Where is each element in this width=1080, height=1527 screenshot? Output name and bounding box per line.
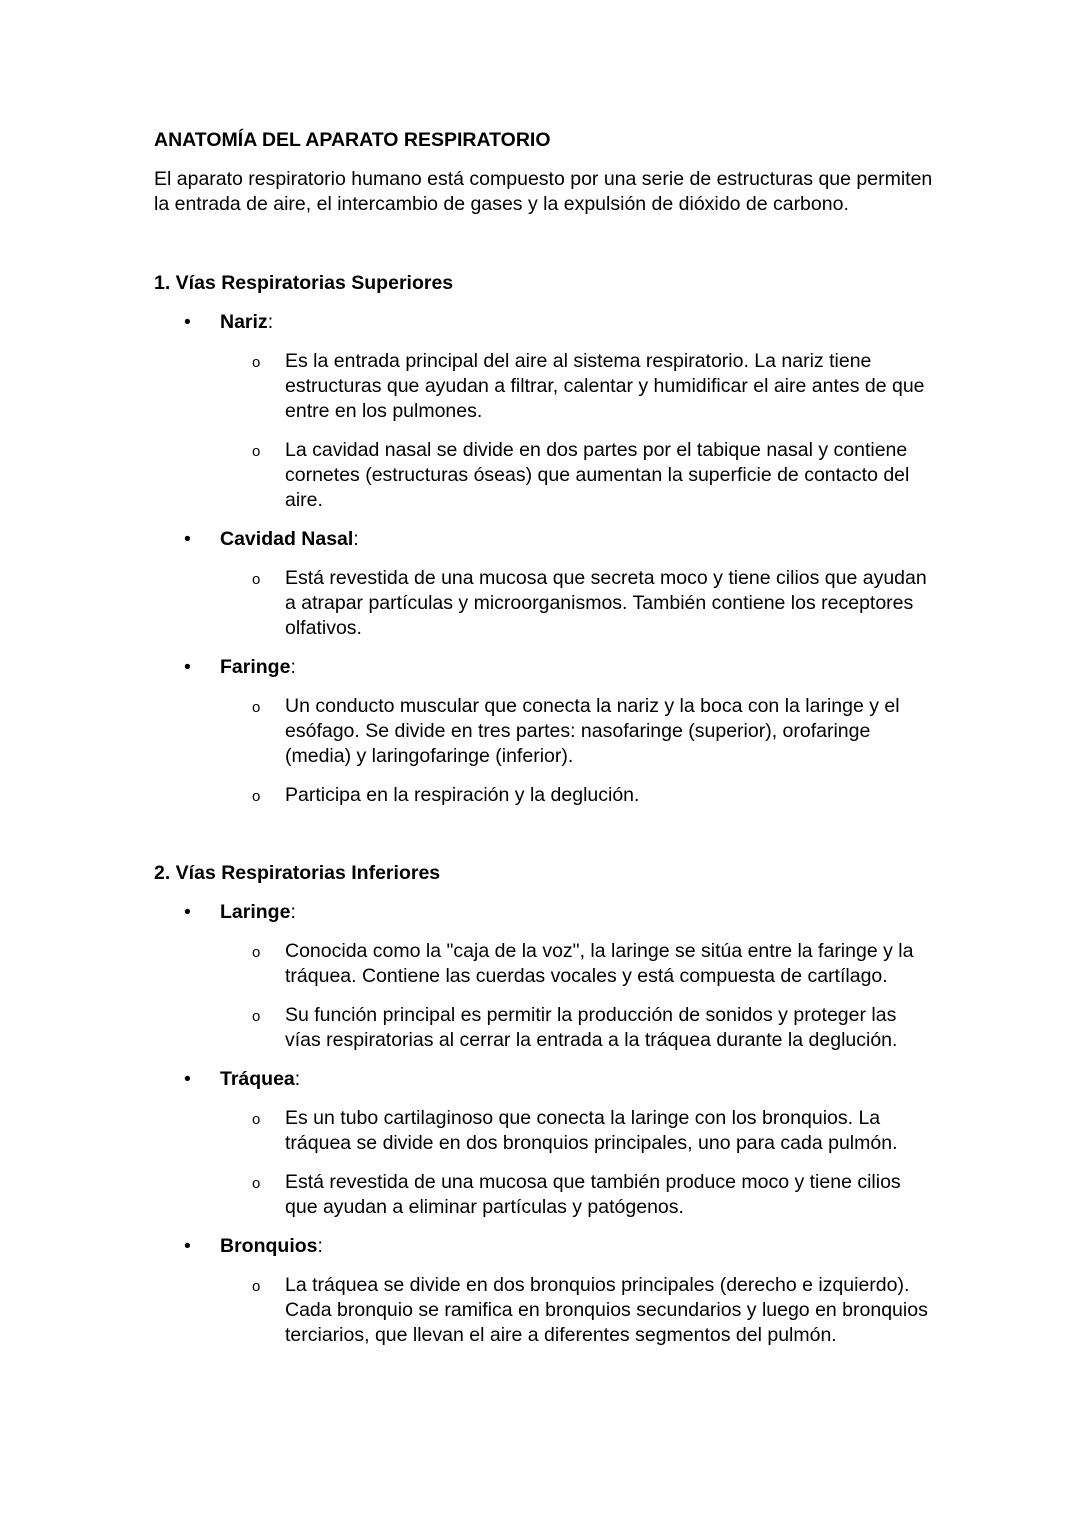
- item-label: Faringe: [220, 656, 291, 678]
- sub-list-item: [220, 939, 934, 989]
- list-item-traquea: [154, 1067, 934, 1220]
- organ-list: [154, 900, 934, 1348]
- section-lower-airways: [154, 861, 934, 1348]
- item-colon: :: [317, 1235, 323, 1257]
- section-heading: 1. Vías Respiratorias Superiores: [154, 272, 454, 294]
- sub-list: [220, 694, 934, 808]
- sub-list-item: [220, 1003, 934, 1053]
- bullet-icon: •: [184, 528, 191, 550]
- circle-bullet-icon: o: [252, 788, 261, 805]
- sub-list-item: [220, 783, 934, 808]
- sub-list: [220, 939, 934, 1053]
- sub-list: [220, 566, 934, 641]
- sub-item-text: La cavidad nasal se divide en dos partes por el tabique nasal y contiene cornetes (estructuras óseas) que aumentan la superficie de contacto del aire.: [285, 439, 910, 511]
- sub-item-text: La tráquea se divide en dos bronquios principales (derecho e izquierdo). Cada bronquio se ramifica en bronquios secundarios y luego en bronquios terciarios, que llevan el aire a diferentes segmentos del pulmón.: [285, 1274, 928, 1346]
- circle-bullet-icon: o: [252, 699, 261, 716]
- circle-bullet-icon: o: [252, 443, 261, 460]
- list-item-nariz: [154, 310, 934, 513]
- sub-item-text: Un conducto muscular que conecta la nariz y la boca con la laringe y el esófago. Se divide en tres partes: nasofaringe (superior), orofaringe (media) y laringofaringe (inferior).: [285, 695, 900, 767]
- bullet-icon: •: [184, 901, 191, 923]
- item-heading: [220, 1067, 934, 1092]
- circle-bullet-icon: o: [252, 944, 261, 961]
- circle-bullet-icon: o: [252, 1111, 261, 1128]
- sub-item-text: Participa en la respiración y la deglución.: [285, 784, 640, 806]
- sub-list-item: [220, 1273, 934, 1348]
- section-heading: 2. Vías Respiratorias Inferiores: [154, 862, 441, 884]
- sub-list-item: [220, 694, 934, 769]
- item-heading: [220, 310, 934, 335]
- sub-list-item: [220, 349, 934, 424]
- item-colon: :: [353, 528, 359, 550]
- section-upper-airways: [154, 271, 934, 808]
- document-page: [154, 128, 934, 1348]
- list-item-cavidad-nasal: [154, 527, 934, 641]
- sub-list: [220, 1106, 934, 1220]
- sub-list-item: [220, 1170, 934, 1220]
- item-label: Nariz: [220, 311, 268, 333]
- item-heading: [220, 1234, 934, 1259]
- list-item-bronquios: [154, 1234, 934, 1348]
- circle-bullet-icon: o: [252, 1278, 261, 1295]
- item-colon: :: [290, 656, 296, 678]
- sub-list-item: [220, 1106, 934, 1156]
- sub-item-text: Es la entrada principal del aire al sistema respiratorio. La nariz tiene estructuras que ayudan a filtrar, calentar y humidificar el aire antes de que entre en los pulmones.: [285, 350, 925, 422]
- sub-item-text: Su función principal es permitir la producción de sonidos y proteger las vías respiratorias al cerrar la entrada a la tráquea durante la deglución.: [285, 1004, 898, 1051]
- circle-bullet-icon: o: [252, 1008, 261, 1025]
- sub-list-item: [220, 566, 934, 641]
- item-colon: :: [290, 901, 296, 923]
- item-label: Laringe: [220, 901, 291, 923]
- bullet-icon: •: [184, 311, 191, 333]
- item-label: Bronquios: [220, 1235, 318, 1257]
- circle-bullet-icon: o: [252, 571, 261, 588]
- sub-item-text: Está revestida de una mucosa que también produce moco y tiene cilios que ayudan a eliminar partículas y patógenos.: [285, 1171, 901, 1218]
- document-title: ANATOMÍA DEL APARATO RESPIRATORIO: [154, 129, 551, 151]
- item-heading: [220, 900, 934, 925]
- list-item-laringe: [154, 900, 934, 1053]
- bullet-icon: •: [184, 1235, 191, 1257]
- bullet-icon: •: [184, 656, 191, 678]
- sub-list: [220, 349, 934, 513]
- list-item-faringe: [154, 655, 934, 808]
- sub-item-text: Es un tubo cartilaginoso que conecta la laringe con los bronquios. La tráquea se divide en dos bronquios principales, uno para cada pulmón.: [285, 1107, 898, 1154]
- item-colon: :: [267, 311, 274, 333]
- bullet-icon: •: [184, 1068, 191, 1090]
- sub-item-text: Está revestida de una mucosa que secreta moco y tiene cilios que ayudan a atrapar partículas y microorganismos. También contiene los receptores olfativos.: [285, 567, 927, 639]
- sub-item-text: Conocida como la "caja de la voz", la laringe se sitúa entre la faringe y la tráquea. Contiene las cuerdas vocales y está compuesta de cartílago.: [285, 940, 914, 987]
- item-heading: [220, 527, 934, 552]
- sub-list: [220, 1273, 934, 1348]
- item-heading: [220, 655, 934, 680]
- item-label: Tráquea: [220, 1068, 295, 1090]
- circle-bullet-icon: o: [252, 354, 261, 371]
- intro-paragraph: El aparato respiratorio humano está compuesto por una serie de estructuras que permiten la entrada de aire, el intercambio de gases y la expulsión de dióxido de carbono.: [154, 168, 933, 215]
- sub-list-item: [220, 438, 934, 513]
- item-colon: :: [294, 1068, 301, 1090]
- organ-list: [154, 310, 934, 808]
- item-label: Cavidad Nasal: [220, 528, 354, 550]
- circle-bullet-icon: o: [252, 1175, 261, 1192]
